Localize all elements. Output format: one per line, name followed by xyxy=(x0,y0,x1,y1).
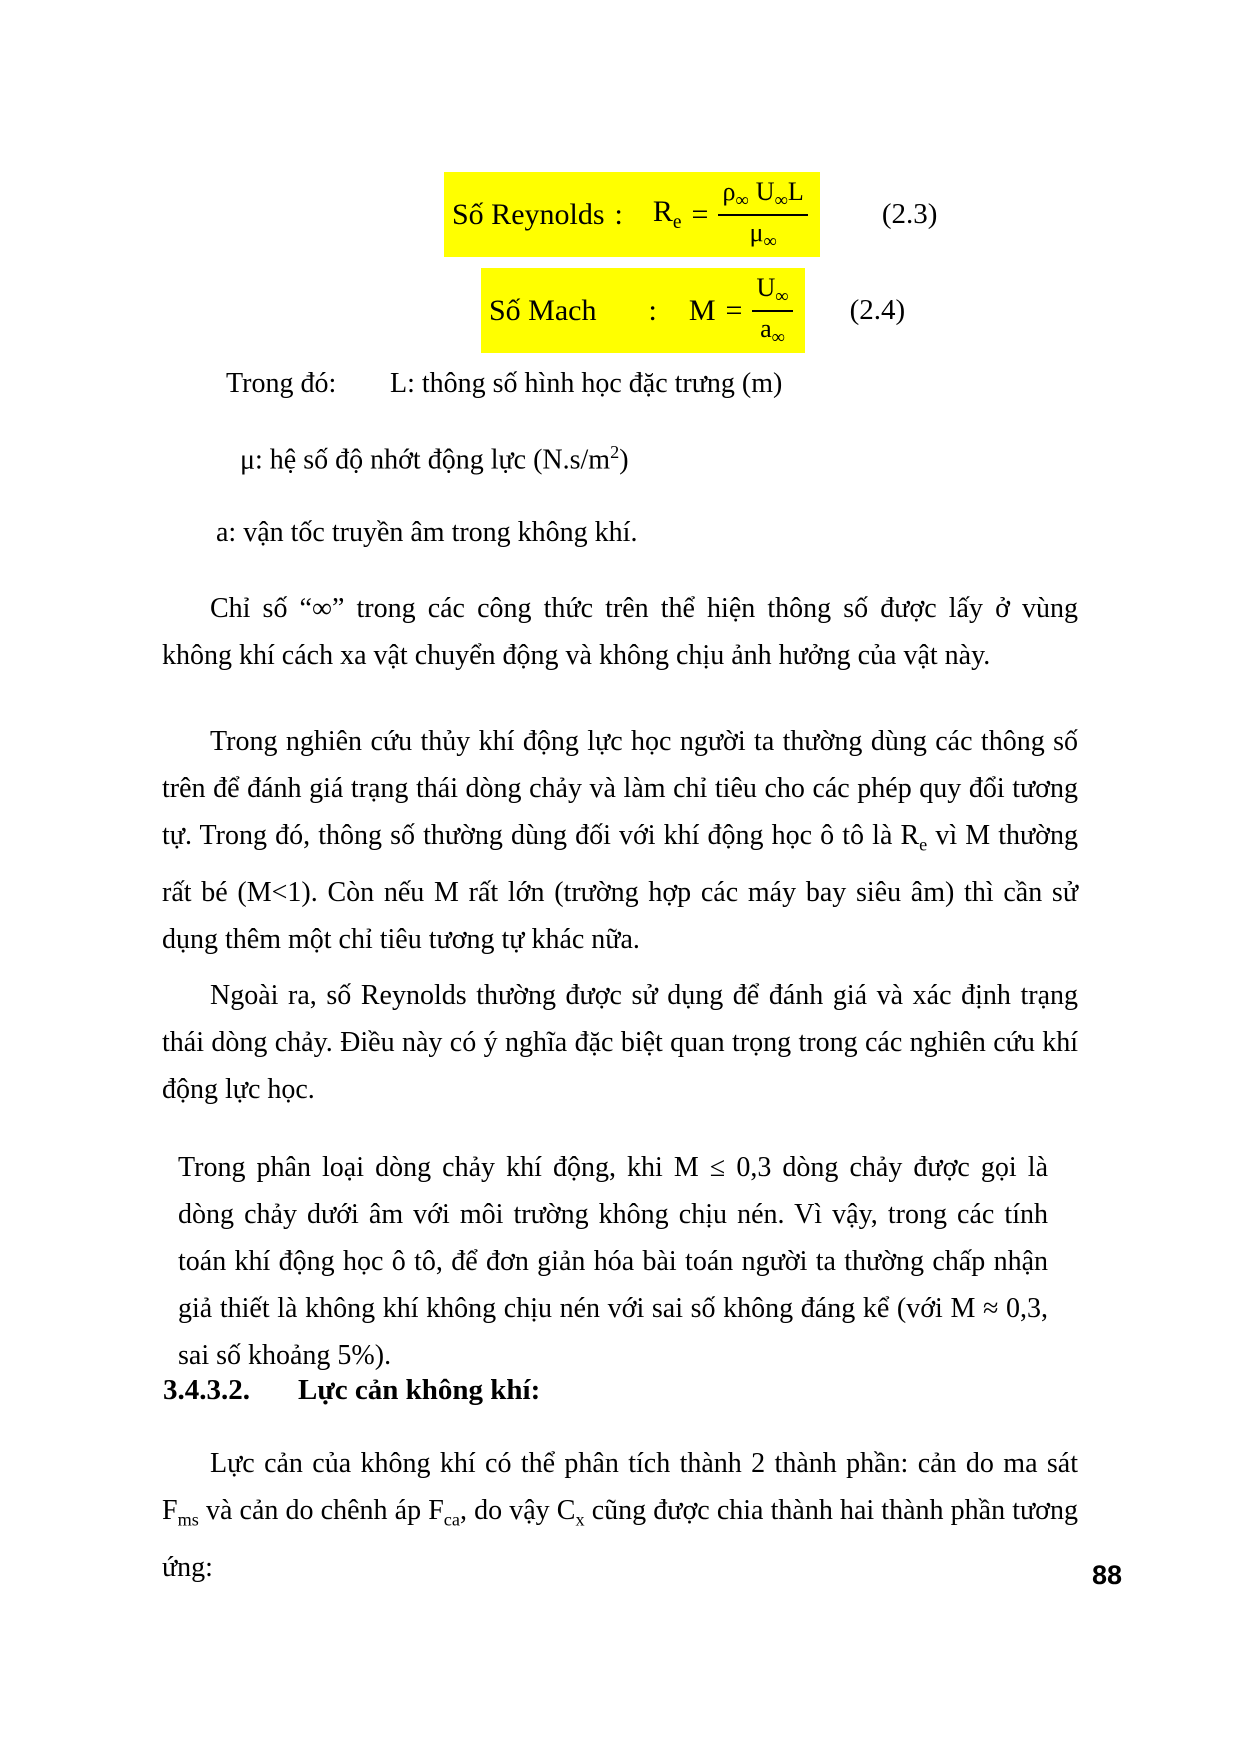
paragraph-air-drag: Lực cản của không khí có thể phân tích thành 2 thành phần: cản do ma sát $F_{ms}$ và cản do chênh áp $F_{ca}$, do vậy $C_x$ cũng được chia thành hai thành phần tương ứng: xyxy=(162,1448,1078,1583)
equation-reynolds-denominator: $\mu_\infty$ xyxy=(749,217,777,252)
where-mu-definition: μ: hệ số độ nhớt động lực $(N.s/m^2)$ xyxy=(240,442,629,476)
page-number: 88 xyxy=(1092,1560,1123,1590)
equation-mach-denominator: $a_\infty$ xyxy=(760,313,785,348)
equation-reynolds-label: Số Reynolds xyxy=(452,197,605,231)
equation-mach-numerator: $U_\infty$ xyxy=(752,272,792,312)
section-number: 3.4.3.2. xyxy=(163,1374,250,1406)
where-a-definition: a: vận tốc truyền âm trong không khí. xyxy=(216,517,638,548)
equation-reynolds-highlight xyxy=(444,172,820,257)
section-title: Lực cản không khí: xyxy=(298,1374,541,1406)
equation-reynolds-fraction xyxy=(718,176,807,253)
equation-reynolds-equals: = xyxy=(691,197,709,231)
equation-mach-label: Số Mach xyxy=(489,293,597,327)
where-l-definition: L: thông số hình học đặc trưng (m) xyxy=(390,368,783,399)
equation-mach-fraction xyxy=(752,272,792,349)
equation-mach-highlight xyxy=(481,268,805,353)
paragraph-research-usage: Trong nghiên cứu thủy khí động lực học người ta thường dùng các thông số trên để đánh giá trạng thái dòng chảy và làm chỉ tiêu cho các phép quy đổi tương tự. Trong đó, thông số thường dùng đối với khí động học ô tô là $R_e$ vì M thường rất bé (M<1). Còn nếu M rất lớn (trường hợp các máy bay siêu âm) thì cần sử dụng thêm một chỉ tiêu tương tự khác nữa. xyxy=(162,726,1078,955)
equation-reynolds-colon: : xyxy=(614,197,623,231)
equation-number-2-3: (2.3) xyxy=(881,198,938,231)
equation-mach-symbol: M xyxy=(688,293,716,327)
equation-reynolds-numerator: $\rho_\infty$ $U_\infty L$ xyxy=(718,176,807,216)
equation-mach-colon: : xyxy=(648,293,657,327)
equation-mach-equals: = xyxy=(725,293,743,327)
paragraph-infinity-subscript: Chỉ số “∞” trong các công thức trên thể hiện thông số được lấy ở vùng không khí cách xa vật chuyển động và không chịu ảnh hưởng của vật này. xyxy=(162,593,1078,671)
where-intro: Trong đó: xyxy=(226,368,337,399)
equation-reynolds-row xyxy=(444,172,937,257)
equation-number-2-4: (2.4) xyxy=(849,294,906,327)
equation-mach-row xyxy=(481,268,905,353)
equation-reynolds-symbol: $R_e$ xyxy=(652,195,682,234)
paragraph-reynolds-usage: Ngoài ra, số Reynolds thường được sử dụng để đánh giá và xác định trạng thái dòng chảy. Điều này có ý nghĩa đặc biệt quan trọng trong các nghiên cứu khí động lực học. xyxy=(162,980,1078,1105)
section-heading xyxy=(163,1374,540,1407)
paragraph-flow-classification: Trong phân loại dòng chảy khí động, khi M ≤ 0,3 dòng chảy được gọi là dòng chảy dưới âm với môi trường không chịu nén. Vì vậy, trong các tính toán khí động học ô tô, để đơn giản hóa bài toán người ta thường chấp nhận giả thiết là không khí không chịu nén với sai số không đáng kể (với M ≈ 0,3, sai số khoảng 5%). xyxy=(178,1152,1048,1371)
